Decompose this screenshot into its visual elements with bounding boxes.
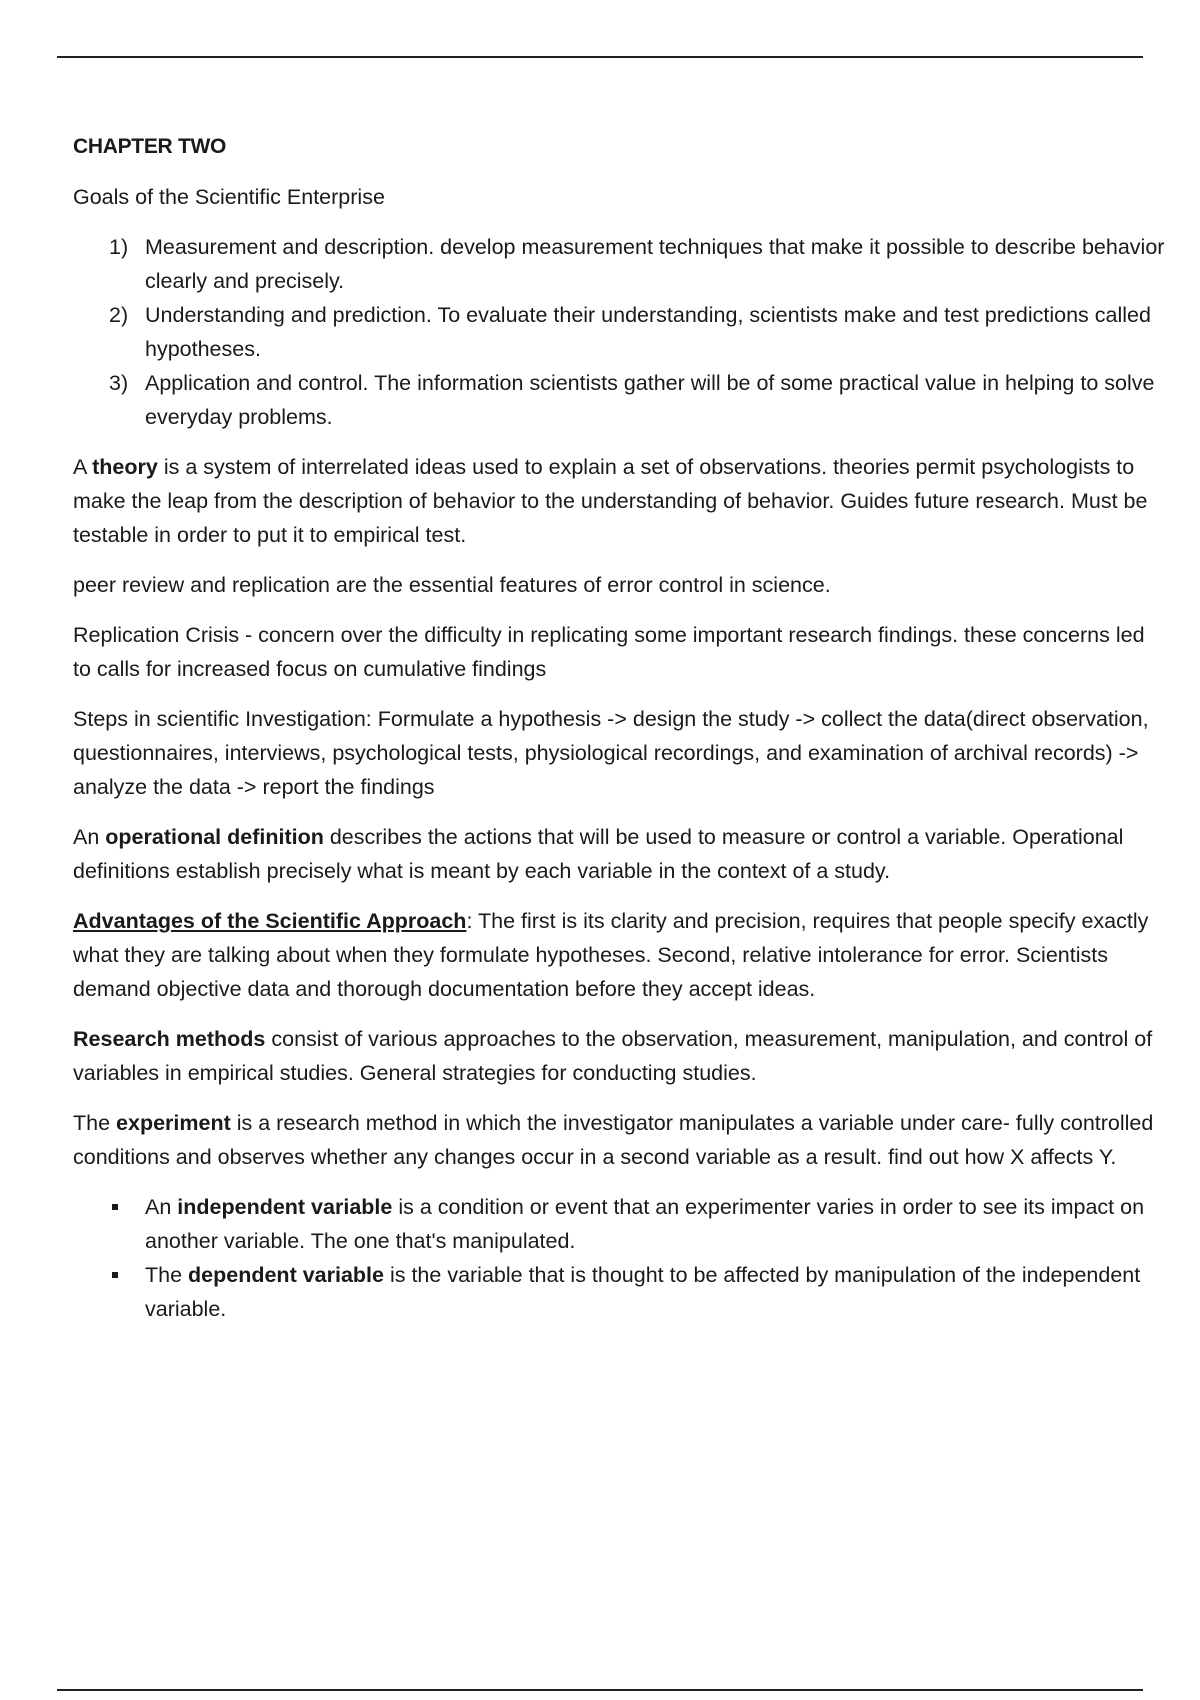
advantages-text: : The first is its clarity and precision, requires that people specify exactly what they are talking about when they formulate hypotheses. Second, relative intolerance for error. Scientists demand objective data and thorough documentation before they accept ideas.: [73, 909, 1149, 1001]
goal-item: [73, 298, 1165, 366]
variable-text: is a condition or event that an experimenter varies in order to see its impact on another variable. The one that's manipulated.: [145, 1195, 1145, 1253]
goal-number: 1): [109, 235, 129, 259]
goals-subheading: Goals of the Scientific Enterprise: [73, 185, 385, 209]
variable-term: independent variable: [177, 1195, 393, 1219]
document-body: [73, 130, 1165, 1326]
goal-number: 2): [109, 303, 129, 327]
advantages-term: Advantages of the Scientific Approach: [73, 909, 467, 933]
experiment-term: experiment: [116, 1111, 231, 1135]
variable-item: [73, 1190, 1165, 1258]
theory-term: theory: [92, 455, 158, 479]
bottom-rule: [57, 1689, 1143, 1691]
theory-text: is a system of interrelated ideas used to explain a set of observations. theories permit psychologists to make the leap from the description of behavior to the understanding of behavior. Guides future research. Must be testable in order to put it to empirical test.: [73, 455, 1148, 547]
experiment-paragraph: [73, 1106, 1165, 1174]
peer-review-paragraph: peer review and replication are the essential features of error control in science.: [73, 573, 831, 597]
goal-text: Understanding and prediction. To evaluate their understanding, scientists make and test predictions called hypotheses.: [145, 303, 1151, 361]
research-methods-term: Research methods: [73, 1027, 266, 1051]
experiment-pre: The: [73, 1111, 117, 1135]
research-methods-paragraph: [73, 1022, 1165, 1090]
goal-text: Measurement and description. develop measurement techniques that make it possible to describe behavior clearly and precisely.: [145, 235, 1165, 293]
variable-pre: An: [145, 1195, 178, 1219]
operational-pre: An: [73, 825, 106, 849]
chapter-heading: CHAPTER TWO: [73, 135, 227, 158]
square-bullet-icon: [112, 1204, 118, 1210]
goal-item: [73, 366, 1165, 434]
variable-text: is the variable that is thought to be affected by manipulation of the independent variable.: [145, 1263, 1141, 1321]
operational-text: describes the actions that will be used to measure or control a variable. Operational definitions establish precisely what is meant by each variable in the context of a study.: [73, 825, 1124, 883]
theory-paragraph: [73, 450, 1165, 552]
variable-term: dependent variable: [188, 1263, 384, 1287]
goal-text: Application and control. The information scientists gather will be of some practical value in helping to solve everyday problems.: [145, 371, 1155, 429]
goal-number: 3): [109, 371, 129, 395]
operational-term: operational definition: [105, 825, 324, 849]
variable-pre: The: [145, 1263, 189, 1287]
variable-item: [73, 1258, 1165, 1326]
top-rule: [57, 56, 1143, 58]
replication-crisis-paragraph: Replication Crisis - concern over the difficulty in replicating some important research findings. these concerns led to calls for increased focus on cumulative findings: [73, 623, 1145, 681]
variables-list: [73, 1190, 1165, 1326]
experiment-text: is a research method in which the investigator manipulates a variable under care- fully controlled conditions and observes whether any changes occur in a second variable as a result. find out how X affects Y.: [73, 1111, 1154, 1169]
operational-definition-paragraph: [73, 820, 1165, 888]
steps-paragraph: Steps in scientific Investigation: Formulate a hypothesis -> design the study -> collect the data(direct observation, questionnaires, interviews, psychological tests, physiological recordings, and examination of archival records) -> analyze the data -> report the findings: [73, 707, 1149, 799]
goals-list: [73, 230, 1165, 434]
advantages-paragraph: [73, 904, 1165, 1006]
goal-item: [73, 230, 1165, 298]
theory-pre: A: [73, 455, 93, 479]
research-methods-text: consist of various approaches to the observation, measurement, manipulation, and control of variables in empirical studies. General strategies for conducting studies.: [73, 1027, 1153, 1085]
square-bullet-icon: [112, 1272, 118, 1278]
